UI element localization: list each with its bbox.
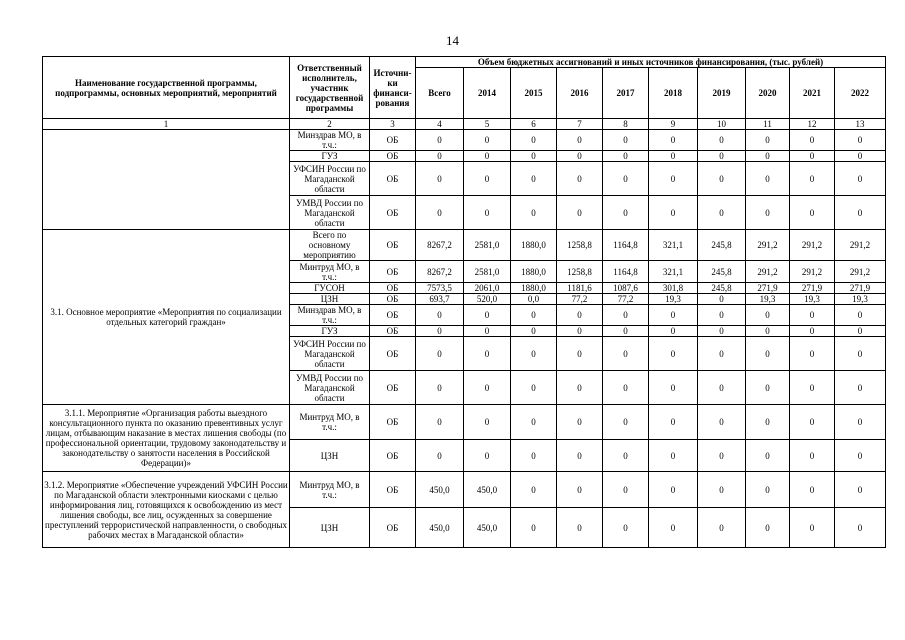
value-cell: 0 [416,337,464,371]
value-cell: 271,9 [790,283,835,294]
value-cell: 0 [464,326,511,337]
value-cell: 0 [603,472,649,508]
source-cell: ОБ [370,472,416,508]
value-cell: 0 [649,337,698,371]
column-number: 1 [43,119,290,130]
value-cell: 0 [557,130,603,151]
header-name: Наименование государственной программы, подпрограммы, основных мероприятий, мероприятий [43,57,290,119]
value-cell: 0 [746,151,790,162]
value-cell: 0 [698,371,746,405]
value-cell: 0 [835,196,886,230]
value-cell: 0 [603,337,649,371]
column-number-row [43,119,886,130]
value-cell: 0 [746,440,790,472]
source-cell: ОБ [370,305,416,326]
executor-cell: Минздрав МО, в т.ч.: [290,305,370,326]
value-cell: 77,2 [557,294,603,305]
value-cell: 245,8 [698,230,746,261]
value-cell: 0 [835,337,886,371]
value-cell: 0 [464,130,511,151]
executor-cell: ГУСОН [290,283,370,294]
value-cell: 0 [557,405,603,440]
value-cell: 2581,0 [464,230,511,261]
value-cell: 0 [511,472,557,508]
program-name: 3.1.2. Мероприятие «Обеспечение учреждений УФСИН России по Магаданской области электронными киосками с целью информирования лиц, готовящихся к освобождению из мест лишения свободы, все лиц, осужденных за совершение преступлений террористической направленности, о свободных рабочих местах в Магаданской области» [43,472,290,548]
value-cell: 0 [511,305,557,326]
header-source: Источни-ки финанси-рования [370,57,416,119]
value-cell: 0 [649,326,698,337]
value-cell: 1181,6 [557,283,603,294]
value-cell: 1880,0 [511,261,557,283]
source-cell: ОБ [370,326,416,337]
table-row [43,230,886,261]
value-cell: 450,0 [464,472,511,508]
value-cell: 0 [698,472,746,508]
header-year: 2017 [603,68,649,119]
value-cell: 0 [790,162,835,196]
source-cell: ОБ [370,196,416,230]
value-cell: 1164,8 [603,230,649,261]
value-cell: 693,7 [416,294,464,305]
value-cell: 450,0 [416,472,464,508]
value-cell: 0 [790,130,835,151]
source-cell: ОБ [370,130,416,151]
value-cell: 7573,5 [416,283,464,294]
value-cell: 0 [835,371,886,405]
table-body [43,130,886,548]
value-cell: 0 [835,162,886,196]
value-cell: 321,1 [649,230,698,261]
value-cell: 0 [790,508,835,548]
value-cell: 0 [557,151,603,162]
value-cell: 0 [416,326,464,337]
value-cell: 0 [746,337,790,371]
value-cell: 0 [746,326,790,337]
program-name [43,130,290,230]
value-cell: 0 [416,196,464,230]
value-cell: 0 [464,162,511,196]
value-cell: 0 [835,151,886,162]
value-cell: 0 [603,130,649,151]
column-number: 2 [290,119,370,130]
value-cell: 0 [698,151,746,162]
value-cell: 8267,2 [416,230,464,261]
value-cell: 0 [464,440,511,472]
budget-table [42,56,886,548]
value-cell: 19,3 [746,294,790,305]
value-cell: 0 [746,472,790,508]
value-cell: 271,9 [835,283,886,294]
value-cell: 0 [649,371,698,405]
value-cell: 0 [603,151,649,162]
value-cell: 0 [603,508,649,548]
value-cell: 520,0 [464,294,511,305]
value-cell: 0 [790,326,835,337]
column-number: 4 [416,119,464,130]
value-cell: 19,3 [649,294,698,305]
value-cell: 0 [511,405,557,440]
value-cell: 0 [649,405,698,440]
value-cell: 0 [416,151,464,162]
value-cell: 19,3 [835,294,886,305]
header-year: 2021 [790,68,835,119]
value-cell: 0 [416,371,464,405]
value-cell: 0 [698,305,746,326]
value-cell: 0 [698,508,746,548]
value-cell: 0,0 [511,294,557,305]
header-year: 2020 [746,68,790,119]
value-cell: 0 [557,305,603,326]
table-row [43,130,886,151]
value-cell: 0 [835,440,886,472]
value-cell: 301,8 [649,283,698,294]
header-year: 2022 [835,68,886,119]
value-cell: 0 [557,196,603,230]
value-cell: 0 [698,130,746,151]
value-cell: 0 [416,305,464,326]
value-cell: 291,2 [746,261,790,283]
value-cell: 0 [835,508,886,548]
value-cell: 0 [557,162,603,196]
value-cell: 0 [698,196,746,230]
source-cell: ОБ [370,337,416,371]
executor-cell: УМВД России по Магаданской области [290,196,370,230]
header-year: 2014 [464,68,511,119]
value-cell: 1258,8 [557,230,603,261]
source-cell: ОБ [370,405,416,440]
value-cell: 0 [511,196,557,230]
value-cell: 0 [416,130,464,151]
value-cell: 0 [603,162,649,196]
value-cell: 0 [746,162,790,196]
value-cell: 450,0 [416,508,464,548]
value-cell: 291,2 [790,261,835,283]
value-cell: 1258,8 [557,261,603,283]
source-cell: ОБ [370,261,416,283]
value-cell: 0 [511,326,557,337]
source-cell: ОБ [370,440,416,472]
executor-cell: УФСИН России по Магаданской области [290,337,370,371]
header-year: 2016 [557,68,603,119]
value-cell: 0 [746,371,790,405]
value-cell: 0 [557,508,603,548]
value-cell: 0 [464,337,511,371]
executor-cell: ГУЗ [290,151,370,162]
value-cell: 321,1 [649,261,698,283]
executor-cell: УФСИН России по Магаданской области [290,162,370,196]
value-cell: 0 [746,196,790,230]
value-cell: 0 [649,508,698,548]
column-number: 3 [370,119,416,130]
executor-cell: Минздрав МО, в т.ч.: [290,130,370,151]
column-number: 7 [557,119,603,130]
executor-cell: Минтруд МО, в т.ч.: [290,405,370,440]
value-cell: 1164,8 [603,261,649,283]
source-cell: ОБ [370,371,416,405]
value-cell: 0 [698,326,746,337]
value-cell: 0 [790,472,835,508]
value-cell: 0 [698,337,746,371]
header-year: 2018 [649,68,698,119]
value-cell: 0 [511,508,557,548]
value-cell: 0 [698,440,746,472]
value-cell: 8267,2 [416,261,464,283]
value-cell: 0 [464,405,511,440]
value-cell: 0 [790,305,835,326]
value-cell: 0 [835,326,886,337]
value-cell: 0 [790,440,835,472]
value-cell: 19,3 [790,294,835,305]
value-cell: 0 [557,472,603,508]
value-cell: 0 [511,151,557,162]
value-cell: 0 [464,305,511,326]
value-cell: 0 [790,371,835,405]
table-row [43,472,886,508]
header-year: Всего [416,68,464,119]
value-cell: 0 [649,196,698,230]
value-cell: 0 [835,305,886,326]
value-cell: 0 [603,305,649,326]
executor-cell: ЦЗН [290,440,370,472]
source-cell: ОБ [370,283,416,294]
value-cell: 0 [835,130,886,151]
column-number: 9 [649,119,698,130]
page-number: 14 [446,33,459,48]
value-cell: 291,2 [835,230,886,261]
value-cell: 245,8 [698,283,746,294]
value-cell: 0 [511,130,557,151]
executor-cell: ГУЗ [290,326,370,337]
value-cell: 0 [511,162,557,196]
value-cell: 0 [557,337,603,371]
column-number: 6 [511,119,557,130]
value-cell: 291,2 [746,230,790,261]
value-cell: 77,2 [603,294,649,305]
value-cell: 0 [649,305,698,326]
value-cell: 0 [649,162,698,196]
column-number: 13 [835,119,886,130]
value-cell: 0 [698,405,746,440]
column-number: 10 [698,119,746,130]
source-cell: ОБ [370,508,416,548]
value-cell: 0 [790,405,835,440]
value-cell: 0 [464,151,511,162]
value-cell: 1880,0 [511,283,557,294]
column-number: 8 [603,119,649,130]
value-cell: 245,8 [698,261,746,283]
source-cell: ОБ [370,294,416,305]
value-cell: 0 [511,337,557,371]
value-cell: 2581,0 [464,261,511,283]
value-cell: 0 [746,405,790,440]
value-cell: 0 [511,440,557,472]
value-cell: 0 [698,162,746,196]
column-number: 11 [746,119,790,130]
program-name: 3.1. Основное мероприятие «Мероприятия по социализации отдельных категорий граждан» [43,230,290,405]
value-cell: 0 [464,371,511,405]
value-cell: 0 [464,196,511,230]
value-cell: 0 [557,371,603,405]
value-cell: 0 [790,337,835,371]
value-cell: 0 [603,371,649,405]
value-cell: 0 [746,305,790,326]
executor-cell: УМВД России по Магаданской области [290,371,370,405]
value-cell: 291,2 [790,230,835,261]
value-cell: 450,0 [464,508,511,548]
value-cell: 0 [603,405,649,440]
executor-cell: Минтруд МО, в т.ч.: [290,261,370,283]
value-cell: 0 [649,472,698,508]
value-cell: 0 [557,326,603,337]
header-year: 2015 [511,68,557,119]
value-cell: 0 [698,294,746,305]
header-financing: Объем бюджетных ассигнований и иных источников финансирования, (тыс. рублей) [416,57,886,68]
value-cell: 0 [746,508,790,548]
value-cell: 0 [603,196,649,230]
value-cell: 0 [790,151,835,162]
source-cell: ОБ [370,230,416,261]
value-cell: 1880,0 [511,230,557,261]
column-number: 12 [790,119,835,130]
executor-cell: Минтруд МО, в т.ч.: [290,472,370,508]
value-cell: 0 [746,130,790,151]
value-cell: 0 [835,472,886,508]
value-cell: 0 [790,196,835,230]
header-year: 2019 [698,68,746,119]
executor-cell: Всего по основному мероприятию [290,230,370,261]
value-cell: 0 [835,405,886,440]
executor-cell: ЦЗН [290,294,370,305]
value-cell: 0 [649,130,698,151]
value-cell: 0 [416,440,464,472]
value-cell: 271,9 [746,283,790,294]
source-cell: ОБ [370,151,416,162]
value-cell: 0 [511,371,557,405]
value-cell: 0 [603,440,649,472]
value-cell: 0 [649,151,698,162]
value-cell: 0 [416,405,464,440]
value-cell: 0 [603,326,649,337]
value-cell: 0 [416,162,464,196]
value-cell: 2061,0 [464,283,511,294]
header-executor: Ответственный исполнитель, участник государственной программы [290,57,370,119]
table-row [43,405,886,440]
executor-cell: ЦЗН [290,508,370,548]
column-number: 5 [464,119,511,130]
value-cell: 1087,6 [603,283,649,294]
value-cell: 291,2 [835,261,886,283]
source-cell: ОБ [370,162,416,196]
value-cell: 0 [557,440,603,472]
program-name: 3.1.1. Мероприятие «Организация работы выездного консультационного пункта по оказанию превентивных услуг лицам, отбывающим наказание в местах лишения свободы (по профессиональной ориентации, трудовому законодательству и законодательству о занятости населения в Российской Федерации)» [43,405,290,472]
value-cell: 0 [649,440,698,472]
